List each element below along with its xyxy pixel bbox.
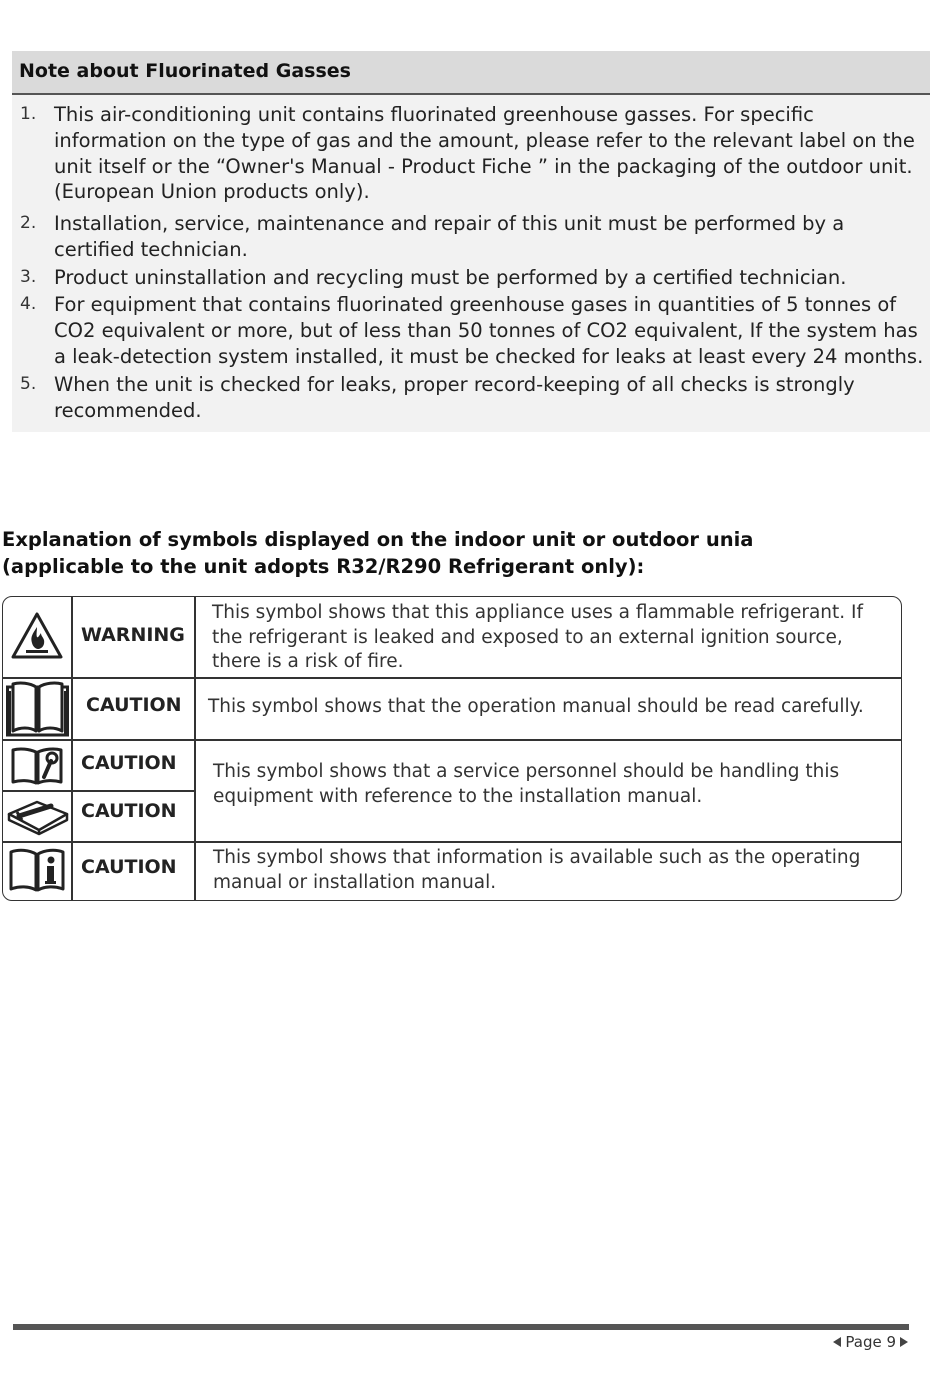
note-title: Note about Fluorinated Gasses: [12, 51, 930, 95]
next-page-icon[interactable]: [900, 1337, 908, 1347]
item-text: Product uninstallation and recycling must be performed by a certified technician.: [54, 266, 847, 289]
item-text: For equipment that contains fluorinated greenhouse gases in quantities of 5 tonnes of CO2 equivalent or more, but of less than 50 tonnes of CO2 equivalent, If the system has a leak-detection system installed, it must be checked for leaks at least every 24 months.: [54, 293, 924, 368]
symbols-heading-line2: (applicable to the unit adopts R32/R290 Refrigerant only):: [2, 555, 645, 578]
previous-page-icon[interactable]: [833, 1337, 841, 1347]
item-text: When the unit is checked for leaks, proper record-keeping of all checks is strongly recommended.: [54, 373, 855, 422]
row-divider: [3, 841, 902, 843]
symbol-label: CAUTION: [86, 694, 182, 716]
page-number: Page 9: [845, 1333, 896, 1351]
item-number: 3.: [20, 267, 37, 287]
symbols-heading: [2, 526, 753, 580]
symbol-label: CAUTION: [81, 800, 177, 822]
page-footer: [833, 1333, 908, 1351]
symbols-heading-line1: Explanation of symbols displayed on the indoor unit or outdoor unia: [2, 528, 754, 551]
symbol-description: This symbol shows that this appliance uses a flammable refrigerant. If the refrigerant is leaked and exposed to an external ignition source, there is a risk of fire.: [212, 602, 864, 672]
column-divider: [194, 597, 196, 901]
symbol-label: WARNING: [81, 624, 185, 646]
item-text: Installation, service, maintenance and repair of this unit must be performed by a certified technician.: [54, 212, 845, 261]
item-number: 5.: [20, 374, 37, 394]
symbol-description: This symbol shows that a service personnel should be handling this equipment with reference to the installation manual.: [213, 761, 840, 807]
symbol-description: This symbol shows that the operation manual should be read carefully.: [208, 696, 864, 717]
row-divider: [3, 739, 902, 741]
item-number: 2.: [20, 213, 37, 233]
item-number: 4.: [20, 294, 37, 314]
operation-manual-icon: [6, 681, 69, 741]
information-manual-icon: [9, 848, 65, 896]
footer-divider: [13, 1324, 909, 1330]
symbols-table: [2, 596, 902, 901]
flammable-warning-icon: [10, 611, 64, 665]
item-number: 1.: [20, 104, 37, 124]
symbol-description: This symbol shows that information is available such as the operating manual or installation manual.: [213, 847, 861, 893]
row-divider: [3, 677, 902, 679]
column-divider: [71, 597, 73, 901]
fluorinated-gas-note: [12, 51, 930, 432]
symbol-label: CAUTION: [81, 856, 177, 878]
symbol-label: CAUTION: [81, 752, 177, 774]
installation-manual-icon: [7, 796, 69, 840]
service-manual-icon: [11, 747, 63, 789]
row-divider: [3, 790, 195, 792]
item-text: This air-conditioning unit contains fluorinated greenhouse gasses. For specific information on the type of gas and the amount, please refer to the relevant label on the unit itself or the “Owner's Manual - Product Fiche ” in the packaging of the outdoor unit. (European Union products only).: [54, 103, 915, 204]
